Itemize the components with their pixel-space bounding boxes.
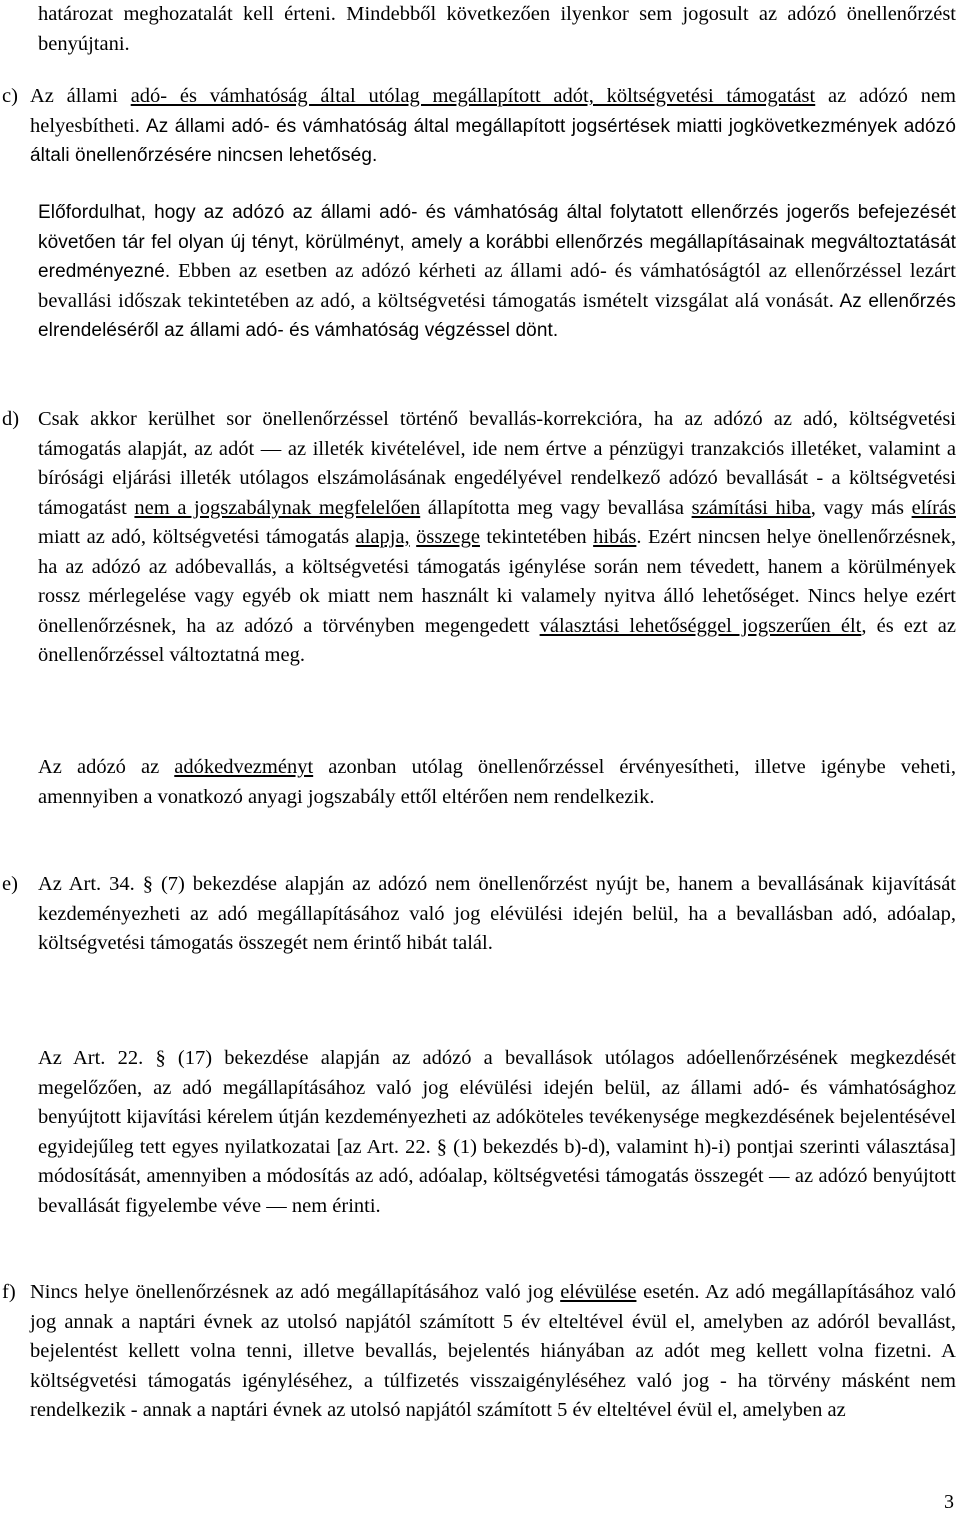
text-span: , és ezt az önellenőrzéssel változtatná meg.: [38, 614, 956, 666]
text-span: Nincs helye önellenőrzésnek az adó megállapításához való jog: [30, 1281, 561, 1303]
text-span: Előfordulhat, hogy az adózó az állami adó- és vámhatóság által folytatott ellenőrzés jogerős befejezését követően tár fel olyan új tényt, körülményt, amely a korábbi ellenőrzés megállapításainak megváltoztatását eredményezné.: [38, 202, 956, 282]
underlined-text: adókedvezményt: [174, 756, 314, 778]
paragraph-d: [38, 405, 956, 671]
text-span: . Ezért nincsen helye önellenőrzésnek, ha az adózó az adóbevallás, a költségvetési támogatás igénylése során nem tévedett, hanem a körülmények rossz mérlegelése vagy egyéb ok miatt nem használt ki valamely nyitva álló lehetőséget. Nincs helye ezért önellenőrzésnek, ha az adózó a törvényben megengedett: [38, 526, 956, 637]
paragraph-e: Az Art. 34. § (7) bekezdése alapján az adózó nem önellenőrzést nyújt be, hanem a bevallásának kijavítását kezdeményezheti az adó megállapításához való jog elévülési idején belül, ha a bevallásban adó, adóalap, költségvetési támogatás összegét nem érintő hibát talál.: [38, 873, 956, 954]
paragraph-c-continued: [38, 198, 956, 346]
text-span: Az ellenőrzés elrendeléséről az állami adó- és vámhatóság végzéssel dönt.: [38, 290, 956, 341]
list-marker-e: e): [2, 873, 18, 895]
underlined-text: számítási hiba: [691, 496, 811, 519]
text-span: állapította meg vagy bevallása: [420, 496, 692, 519]
underlined-text: nem a jogszabálynak megfelelően: [134, 496, 421, 519]
text-span: azonban utólag önellenőrzéssel érvényesítheti, illetve igénybe veheti, amennyiben a vonatkozó anyagi jogszabály ettől eltérően nem rendelkezik.: [38, 756, 956, 808]
text-span: Csak akkor kerülhet sor önellenőrzéssel történő bevallás-korrekcióra, ha az adózó az adó, költségvetési támogatás alapját, az adót ― az illeték kivételével, ide nem értve a pénzügyi tranzakciós illetéket, valamint a bírósági eljárási illeték utólagos elszámolásának engedélyével rendelkező adózó bevallását - a költségvetési támogatást: [38, 408, 956, 519]
text-span: tekintetében: [479, 526, 594, 548]
underlined-text: hibás: [593, 526, 637, 548]
underlined-text: választási lehetőséggel jogszerűen élt: [539, 614, 862, 637]
underlined-text: elírás: [911, 496, 956, 519]
paragraph-e-continued: Az Art. 22. § (17) bekezdése alapján az adózó a bevallások utólagos adóellenőrzésének megkezdését megelőzően, az adó megállapításához való jog elévülési idején belül, az állami adó- és vámhatósághoz benyújtott kijavítási kérelem útján kezdeményezheti az adóköteles tevékenysége megkezdésének bejelentésével egyidejűleg tett egyes nyilatkozatai [az Art. 22. § (1) bekezdés b)-d), valamint h)-i) pontjai szerinti választása] módosítását, amennyiben a módosítás az adó, adóalap, költségvetési támogatás összegét ― az adózó benyújtott bevallását figyelembe véve ― nem érinti.: [38, 1047, 956, 1217]
paragraph-f: [30, 1278, 956, 1426]
underlined-text: elévülése: [560, 1281, 637, 1303]
text-span: Az állami adó- és vámhatóság által megállapított jogsértések miatti jogkövetkezmények adózó általi önellenőrzésére nincsen lehetőség.: [30, 115, 956, 166]
text-span: Az adózó az: [38, 756, 175, 778]
paragraph-c: [30, 82, 956, 171]
text-span: esetén. Az adó megállapításához való jog annak a naptári évnek az utolsó napjától számított 5 év elteltével évül el, amelyben az adóról bevallást, bejelentést kellett volna tenni, illetve bevallás, bejelentés hiányában az adót meg kellett volna fizetni. A költségvetési támogatás igényléséhez, a túlfizetés visszaigényléséhez való jog - ha törvény másként nem rendelkezik - annak a naptári évnek az utolsó napjától számított 5 év elteltével évül el, amelyben az: [30, 1281, 957, 1421]
page-number: 3: [944, 1491, 954, 1513]
paragraph-intro: határozat meghozatalát kell érteni. Mindebből következően ilyenkor sem jogosult az adózó önellenőrzést benyújtani.: [38, 3, 956, 55]
list-marker-d: d): [2, 408, 20, 430]
text-span: az adózó nem helyesbítheti.: [30, 85, 956, 137]
text-span: miatt az adó, költségvetési támogatás: [38, 526, 356, 548]
list-marker-f: f): [2, 1281, 16, 1303]
list-marker-c: c): [2, 85, 18, 107]
underlined-text: összege: [416, 526, 480, 548]
underlined-text: alapja,: [355, 526, 410, 548]
text-span: , vagy más: [810, 496, 912, 519]
underlined-text: adó- és vámhatóság által utólag megállapított adót, költségvetési támogatást: [130, 85, 816, 107]
text-span: Az állami: [30, 85, 131, 107]
paragraph-d-continued: [38, 753, 956, 812]
text-span: Ebben az esetben az adózó kérheti az állami adó- és vámhatóságtól az ellenőrzéssel lezárt bevallási időszak tekintetében az adó, a költségvetési támogatás ismételt vizsgálat alá vonását.: [38, 260, 956, 312]
